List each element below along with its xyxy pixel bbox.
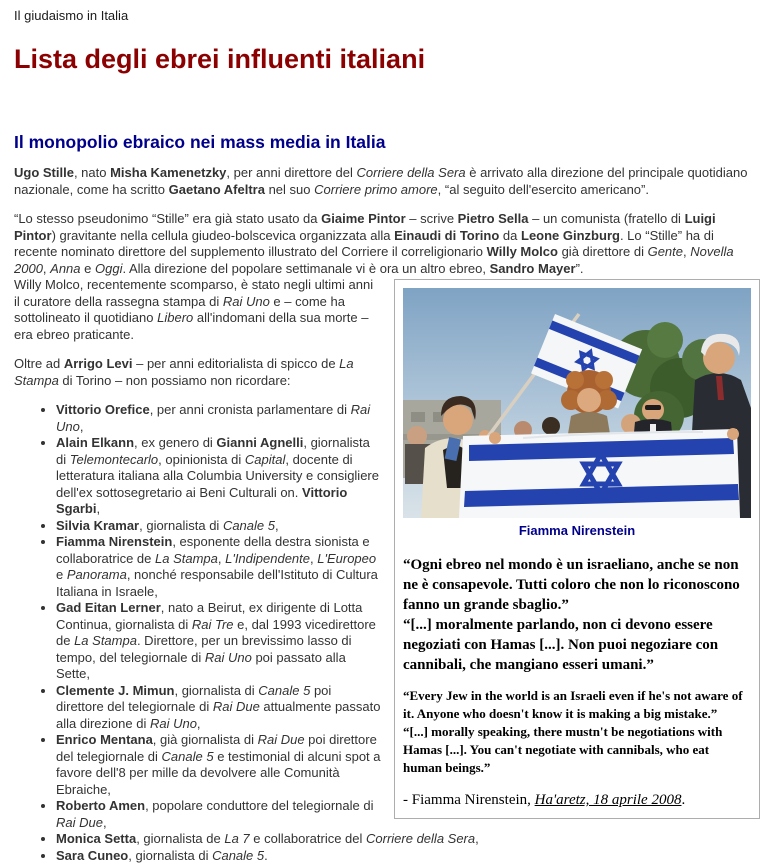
attribution-prefix: - Fiamma Nirenstein, [403,792,535,808]
paragraph-arrigo-levi: Oltre ad Arrigo Levi – per anni editorialista di spicco de La Stampa di Torino – non possiamo non ricordare: [14,356,760,389]
attribution [403,791,751,810]
quote-block: “[...] moralmente parlando, non ci devono essere negoziati con Hamas [...]. Non puoi negoziare con cannibali, che mangiano esseri umani.” [403,615,751,675]
page-title: Lista degli ebrei influenti italiani [14,44,760,75]
list-item: • Silvia Kramar, giornalista di Canale 5, [56,518,760,535]
nirenstein-photo [403,288,751,518]
list-item: • Alain Elkann, ex genero di Gianni Agnelli, giornalista di Telemontecarlo, opinionista di Capital, docente di letteratura italiana alla Columbia University e consigliere dell'ex sottosegretario ai Beni Culturali on. Vittorio Sgarbi, [56,435,760,518]
haaretz-link[interactable]: Ha'aretz, 18 aprile 2008 [535,792,682,808]
quote-english [403,687,751,777]
list-item: • Monica Setta, giornalista de La 7 e collaboratrice del Corriere della Sera, [56,831,760,848]
paragraph-willy-molco: Willy Molco, recentemente scomparso, è stato negli ultimi anni il curatore della rassegna stampa di Rai Uno e – come ha sottolineato il quotidiano Libero all'indomani della sua morte – era ebreo praticante. [14,277,760,343]
quote-italian [403,555,751,675]
list-item: • Gad Eitan Lerner, nato a Beirut, ex dirigente di Lotta Continua, giornalista di Rai Tre e, dal 1993 vicedirettore de La Stampa. Direttore, per un brevissimo lasso di tempo, del telegiornale di Rai Uno poi passato alla Sette, [56,600,760,683]
fiamma-nirenstein-figure [561,370,617,440]
list-item: • Clemente J. Mimun, giornalista di Canale 5 poi direttore del telegiornale di Rai Due attualmente passato alla direzione di Rai Uno, [56,683,760,733]
list-item: • Roberto Amen, popolare conduttore del telegiornale di Rai Due, [56,798,760,831]
quote-block: “Ogni ebreo nel mondo è un israeliano, anche se non ne è consapevole. Tutti coloro che non lo riconoscono fanno un grande sbaglio.” [403,555,751,615]
attribution-suffix: . [681,792,685,808]
quote-block: “[...] morally speaking, there mustn't be negotiations with Hamas [...]. You can't negotiate with cannibals, who eat human beings.” [403,723,751,777]
list-item: • Sara Cuneo, giornalista di Canale 5. [56,848,760,864]
quote-block: “Every Jew in the world is an Israeli even if he's not aware of it. Anyone who doesn't know it is making a big mistake.” [403,687,751,723]
figure-box [394,279,760,819]
paragraph-pseudonimo-stille: “Lo stesso pseudonimo “Stille” era già stato usato da Giaime Pintor – scrive Pietro Sella – un comunista (fratello di Luigi Pintor) gravitante nella cellula giudeo-bolscevica organizzata alla Einaudi di Torino da Leone Ginzburg. Lo “Stille” ha di recente nominato direttore del supplemento illustrato del Corriere il correligionario Willy Molco già direttore di Gente, Novella 2000, Anna e Oggi. Alla direzione del popolare settimanale vi è ora un altro ebreo, Sandro Mayer”. [14,211,760,277]
list-item: • Enrico Mentana, già giornalista di Rai Due poi direttore del telegiornale di Canale 5 e testimonial di alcuni spot a favore dell'8 per mille da devolvere alle Comunità Ebraiche, [56,732,760,798]
list-item: • Fiamma Nirenstein, esponente della destra sionista e collaboratrice de La Stampa, L'Indipendente, L'Europeo e Panorama, nonché responsabile dell'Istituto di Cultura Italiana in Israele, [56,534,760,600]
page-kicker: Il giudaismo in Italia [14,8,760,24]
list-item: • Vittorio Orefice, per anni cronista parlamentare di Rai Uno, [56,402,760,435]
photo-caption: Fiamma Nirenstein [403,523,751,539]
section-heading: Il monopolio ebraico nei mass media in Italia [14,132,760,152]
large-israeli-flag [459,428,740,518]
paragraph-ugo-stille: Ugo Stille, nato Misha Kamenetzky, per anni direttore del Corriere della Sera è arrivato alla direzione del principale quotidiano nazionale, come ha scritto Gaetano Afeltra nel suo Corriere primo amore, “al seguito dell'esercito americano”. [14,165,760,198]
